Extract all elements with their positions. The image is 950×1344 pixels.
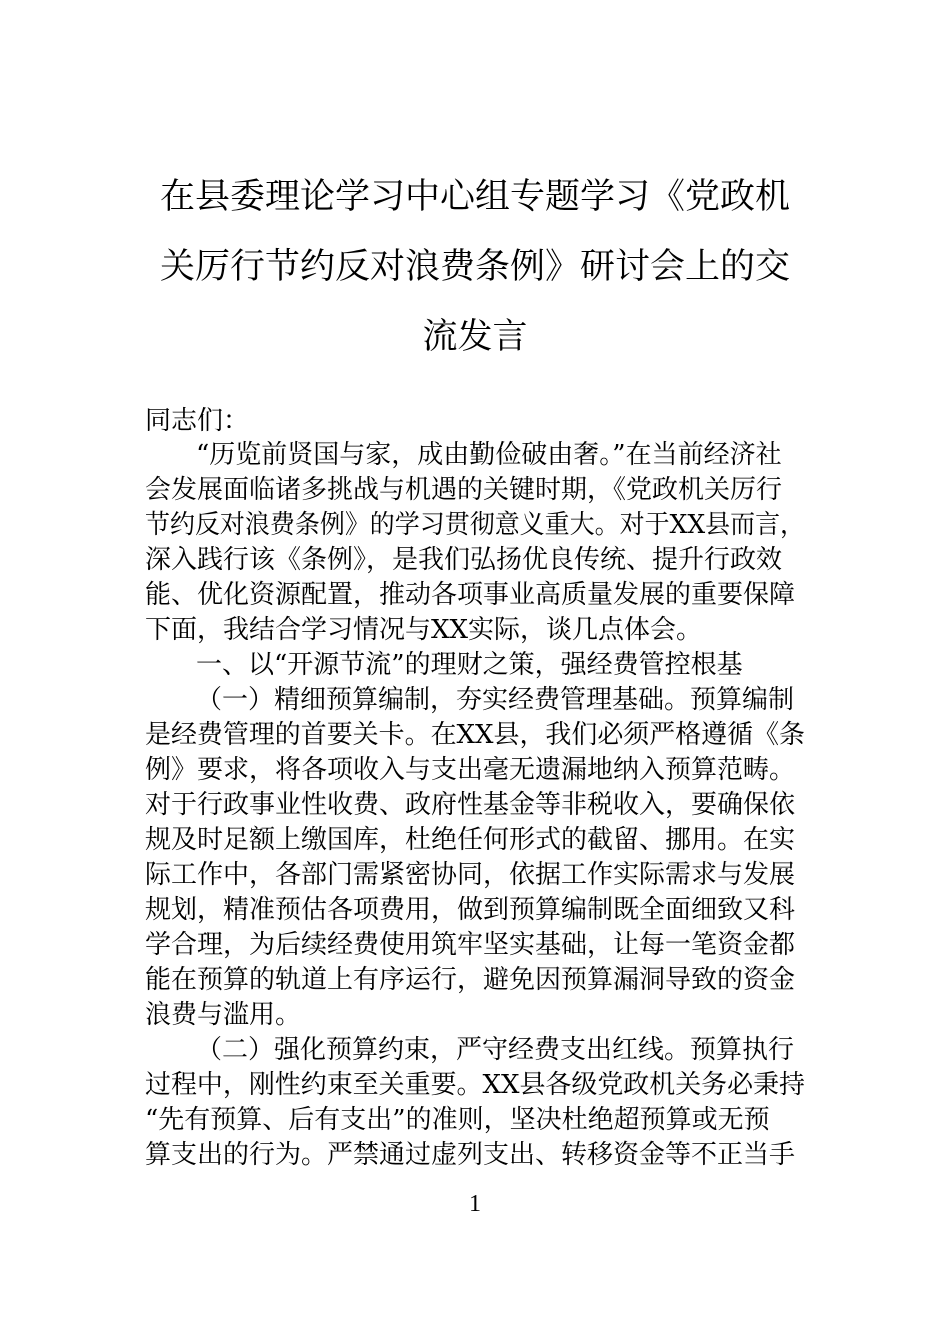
- body-line: “先有预算、后有支出”的准则，坚决杜绝超预算或无预: [145, 1105, 770, 1135]
- body-line: 深入践行该《条例》，是我们弘扬优良传统、提升行政效: [145, 545, 783, 575]
- body-line: 会发展面临诸多挑战与机遇的关键时期，《党政机关厉行: [145, 475, 783, 505]
- body-line: 规及时足额上缴国库，杜绝任何形式的截留、挪用。在实: [145, 825, 796, 855]
- body-line: 对于行政事业性收费、政府性基金等非税收入，要确保依: [145, 790, 796, 820]
- salutation: 同志们：: [145, 406, 250, 436]
- body-line: 下面，我结合学习情况与XX实际，谈几点体会。: [145, 615, 703, 645]
- title-line-1: 在县委理论学习中心组专题学习《党政机: [159, 177, 790, 217]
- body-line: 过程中，刚性约束至关重要。XX县各级党政机关务必秉持: [145, 1070, 806, 1100]
- body-line: 例》要求，将各项收入与支出毫无遗漏地纳入预算范畴。: [145, 755, 796, 785]
- title-line-3: 流发言: [422, 317, 528, 357]
- body-line: 际工作中，各部门需紧密协同，依据工作实际需求与发展: [145, 860, 796, 890]
- body-line: “历览前贤国与家，成由勤俭破由奢。”在当前经济社: [196, 440, 782, 470]
- body-line: 能、优化资源配置，推动各项事业高质量发展的重要保障: [145, 580, 796, 610]
- body-line: 浪费与滥用。: [145, 1000, 302, 1030]
- body-line: 算支出的行为。严禁通过虚列支出、转移资金等不正当手: [145, 1140, 796, 1170]
- page-number: 1: [469, 1191, 481, 1217]
- body-line: 节约反对浪费条例》的学习贯彻意义重大。对于XX县而言，: [145, 510, 806, 540]
- section-heading: 一、以“开源节流”的理财之策，强经费管控根基: [196, 650, 743, 680]
- body-line: 学合理，为后续经费使用筑牢坚实基础，让每一笔资金都: [145, 930, 796, 960]
- title-line-2: 关厉行节约反对浪费条例》研讨会上的交: [159, 247, 790, 287]
- body-line: 能在预算的轨道上有序运行，避免因预算漏洞导致的资金: [145, 965, 796, 995]
- body-line: 规划，精准预估各项费用，做到预算编制既全面细致又科: [145, 895, 796, 925]
- body-line: 是经费管理的首要关卡。在XX县，我们必须严格遵循《条: [145, 720, 806, 750]
- body-line: （二）强化预算约束，严守经费支出红线。预算执行: [196, 1035, 795, 1065]
- body-line: （一）精细预算编制，夯实经费管理基础。预算编制: [196, 685, 795, 715]
